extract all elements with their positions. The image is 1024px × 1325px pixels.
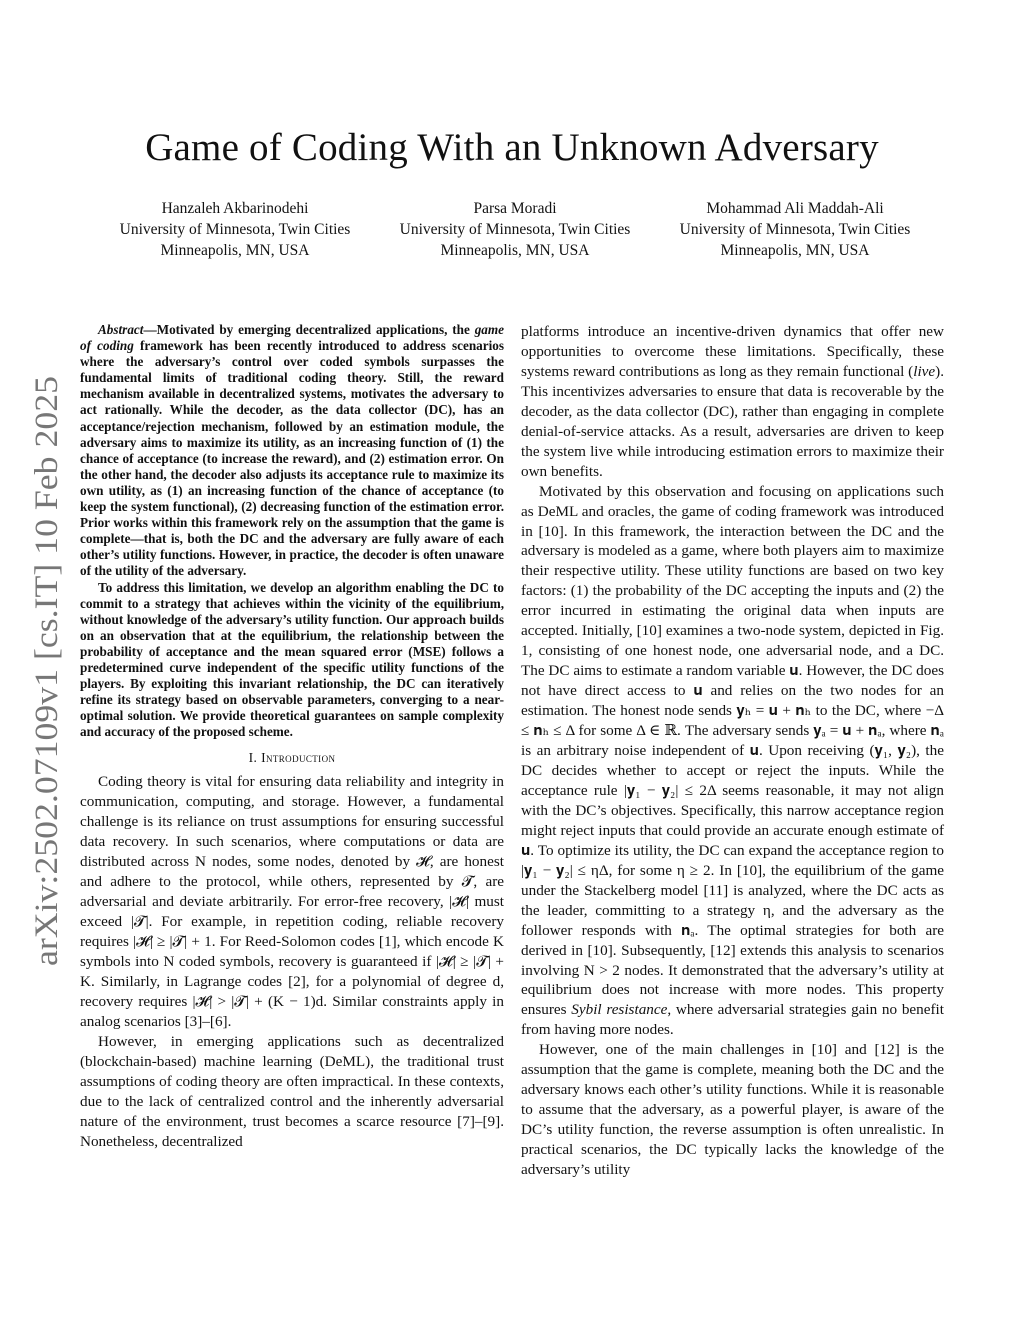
intro-paragraph-4: Motivated by this observation and focusing on applications such as DeML and oracles, the game of coding framework was introduced in [10]. In this framework, the interaction between the DC and the adversary is modeled as a game, where both players aim to maximize their respective utility. These utility functions are based on two key factors: (1) the probability of the DC accepting the inputs and (2) the error incurred in estimating the original data when inputs are accepted. Initially, [10] examines a two-node system, depicted in Fig. 1, consisting of one honest node, one adversarial node, and a DC. The DC aims to estimate a random variable 𝐮. However, the DC does not have direct access to 𝐮 and relies on the two nodes for an estimation. The honest node sends 𝐲ₕ = 𝐮 + 𝐧ₕ to the DC, where −Δ ≤ 𝐧ₕ ≤ Δ for some Δ ∈ ℝ. The adversary sends 𝐲ₐ = 𝐮 + 𝐧ₐ, where 𝐧ₐ is an arbitrary noise independent of 𝐮. Upon receiving (𝐲₁, 𝐲₂), the DC decides whether to accept or reject the inputs. While the acceptance rule |𝐲₁ − 𝐲₂| ≤ 2Δ seems reasonable, it may not align with the DC’s objectives. Specifically, this narrow acceptance region might reject inputs that could provide an accurate enough estimate of 𝐮. To optimize its utility, the DC can expand the acceptance region to |𝐲₁ − 𝐲₂| ≤ ηΔ, for some η ≥ 2. In [10], the equilibrium of the game under the Stackelberg model [11] is analyzed, where the DC acts as the leader, committing to a strategy η, and the adversary as the follower responds with 𝐧ₐ. The optimal strategies for both are derived in [10]. Subsequently, [12] extends this analysis to scenarios involving N > 2 nodes. It demonstrated that the adversary’s utility at equilibrium does not increase with more nodes. This property ensures Sybil resistance, where adversarial strategies gain no benefit from having more nodes. [521,482,944,1039]
author-3 [655,198,935,261]
introduction-right-text [521,322,944,1180]
author-name: Mohammad Ali Maddah-Ali [706,200,884,217]
author-location: Minneapolis, MN, USA [440,242,590,259]
intro-paragraph-5: However, one of the main challenges in [10] and [12] is the assumption that the game is complete, meaning both the DC and the adversary knows each other’s utility functions. While it is reasonable to assume that the adversary, as a powerful player, is aware of the DC’s utility function, the reverse assumption is often unrealistic. In practical scenarios, the DC typically lacks the knowledge of the adversary’s utility [521,1041,944,1179]
left-column [80,322,504,1152]
author-affiliation: University of Minnesota, Twin Cities [399,221,631,238]
author-affiliation: University of Minnesota, Twin Cities [679,221,911,238]
right-column [521,322,944,1180]
section-heading-introduction: I. Introduction [248,750,336,766]
abstract-paragraph-2: To address this limitation, we develop an algorithm enabling the DC to commit to a strategy that achieves within the vicinity of the equilibrium, without knowledge of the adversary’s utility function. Our approach builds on an observation that at the equilibrium, the relationship between the probability of acceptance and the mean squared error (MSE) follows a predetermined curve independent of the specific utility functions of the players. By exploiting this invariant relationship, the DC can iteratively refine its strategy based on observable parameters, converging to a near-optimal solution. We provide theoretical guarantees on sample complexity and accuracy of the proposed scheme. [80,579,504,740]
author-affiliation: University of Minnesota, Twin Cities [119,221,351,238]
paper-title: Game of Coding With an Unknown Adversary [145,126,879,169]
abstract [80,322,504,740]
intro-paragraph-2: However, in emerging applications such as decentralized (blockchain-based) machine learning (DeML), the traditional trust assumptions of coding theory are often impractical. In these contexts, due to the lack of centralized control and the inherently adversarial nature of the environment, trust becomes a scarce resource [7]–[9]. Nonetheless, decentralized [80,1032,504,1150]
introduction-left-text [80,772,504,1151]
author-name: Parsa Moradi [473,200,557,217]
intro-paragraph-3: platforms introduce an incentive-driven dynamics that offer new opportunities to overcome these limitations. Specifically, these systems reward contributions as long as they remain functional (live). This incentivizes adversaries to ensure that data is recoverable by the decoder, as the data collector (DC), rather than engaging in complete denial-of-service attacks. As a result, adversaries are driven to keep the system live while introducing estimation errors to maximize their own benefits. [521,323,944,480]
author-block [95,198,935,261]
abstract-label: Abstract [98,322,144,337]
author-location: Minneapolis, MN, USA [160,242,310,259]
intro-paragraph-1: Coding theory is vital for ensuring data reliability and integrity in communication, computing, and storage. However, a fundamental challenge is its reliance on trust assumptions for ensuring successful data recovery. In such scenarios, where computations or data are distributed across N nodes, some nodes, denoted by 𝓗, are honest and adhere to the protocol, while others, represented by 𝓣, are adversarial and deviate arbitrarily. For error-free recovery, |𝓗| must exceed |𝓣|. For example, in repetition coding, reliable recovery requires |𝓗| ≥ |𝓣| + 1. For Reed-Solomon codes [1], which encode K symbols into N coded symbols, recovery is guaranteed if |𝓗| ≥ |𝓣| + K. Similarly, in Lagrange codes [2], for a polynomial of degree d, recovery requires |𝓗| > |𝓣| + (K − 1)d. Similar constraints apply in analog scenarios [3]–[6]. [80,773,504,1030]
author-location: Minneapolis, MN, USA [720,242,870,259]
arxiv-identifier-text: arXiv:2502.07109v1 [cs.IT] 10 Feb 2025 [29,421,65,966]
author-2 [375,198,655,261]
author-name: Hanzaleh Akbarinodehi [161,200,309,217]
abstract-paragraph-1: Abstract—Motivated by emerging decentralized applications, the game of coding framework has been recently introduced to address scenarios where the adversary’s control over coded symbols surpasses the fundamental limits of traditional coding theory. Still, the reward mechanism available in decentralized systems, motivates the adversary to act rationally. While the decoder, as the data collector (DC), has an acceptance/rejection mechanism, followed by an estimation module, the adversary aims to maximize its utility, as an increasing function of (1) the chance of acceptance (to increase the reward), and (2) estimation error. On the other hand, the decoder also adjusts its acceptance rule to maximize its own utility, as (1) an increasing function of the chance of acceptance (to keep the system functional), (2) decreasing function of the estimation error. Prior works within this framework rely on the assumption that the game is complete—that is, both the DC and the adversary are fully aware of each other’s utility functions. However, in practice, the decoder is often unaware of the utility of the adversary. [80,322,505,579]
arxiv-identifier-stamp [14,370,72,970]
author-1 [95,198,375,261]
